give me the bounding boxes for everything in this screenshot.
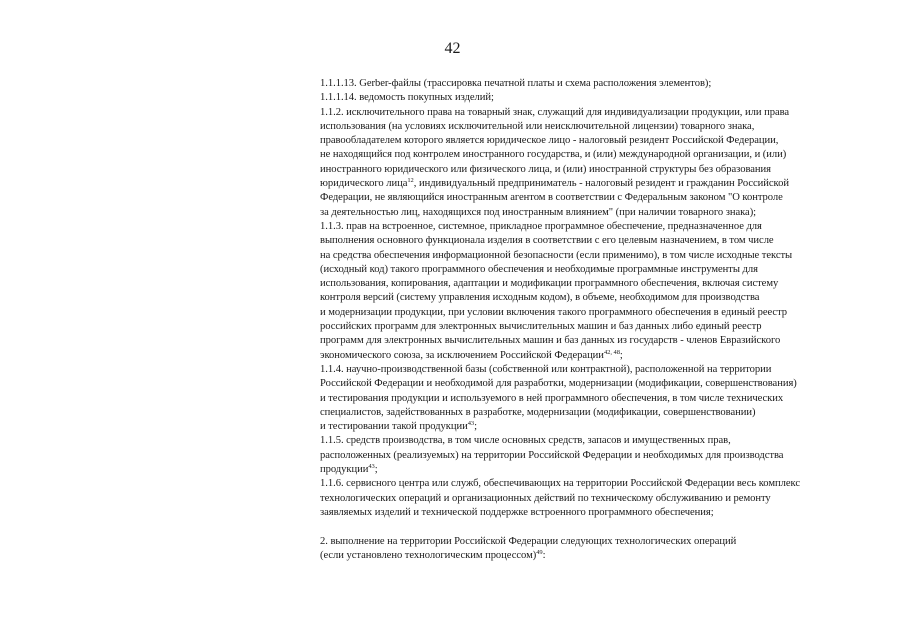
text-line <box>320 306 880 320</box>
line-text: экономического союза, за исключением Российской Федерации <box>320 349 604 361</box>
text-line <box>320 134 880 148</box>
line-text: и модернизации продукции, при условии включения такого программного обеспечения в единый реестр <box>320 306 788 318</box>
text-line <box>320 191 880 205</box>
footnote-ref: 12 <box>407 177 414 185</box>
footnote-ref: 43 <box>467 420 475 428</box>
text-line <box>320 320 880 334</box>
text-line <box>320 363 880 377</box>
line-text: 1.1.3. прав на встроенное, системное, прикладное программное обеспечение, предназначенное для <box>320 220 762 232</box>
line-text: 1.1.1.13. Gerber-файлы (трассировка печатной платы и схема расположения элементов); <box>320 78 712 89</box>
line-text: 1.1.5. средств производства, в том числе основных средств, запасов и имущественных прав, <box>320 435 731 447</box>
text-line <box>320 477 880 491</box>
line-tail: ; <box>474 421 478 433</box>
text-line <box>320 535 880 549</box>
line-text: российских программ для электронных вычислительных машин и баз данных либо единый реестр <box>320 321 762 333</box>
text-line <box>320 406 880 420</box>
footnote-ref: 42, 48 <box>603 348 620 356</box>
text-line <box>320 148 880 162</box>
line-text: 1.1.2. исключительного права на товарный знак, служащий для индивидуализации продукции, или права <box>320 106 790 118</box>
text-line <box>320 249 880 263</box>
line-text: иностранного юридического или физического лица, и (или) иностранной структуры без образования <box>320 163 771 175</box>
blank-line <box>320 520 880 534</box>
text-line <box>320 234 880 248</box>
line-text: выполнения основного функционала изделия в соответствии с его целевым назначением, в том числе <box>320 235 774 247</box>
text-line <box>320 163 880 177</box>
text-line <box>320 106 880 120</box>
line-text: 1.1.1.14. ведомость покупных изделий; <box>320 92 494 104</box>
document-body <box>320 77 880 563</box>
footnote-ref: 43 <box>368 463 375 471</box>
text-line <box>320 434 880 448</box>
line-text: продукции <box>320 464 369 476</box>
text-line <box>320 220 880 234</box>
text-line <box>320 377 880 391</box>
line-text: 2. выполнение на территории Российской Федерации следующих технологических операций <box>320 535 737 547</box>
page-number: 42 <box>444 40 461 57</box>
line-text: 1.1.4. научно-производственной базы (собственной или контрактной), расположенной на территории <box>320 363 772 375</box>
line-tail: ; <box>619 349 623 361</box>
text-line <box>320 449 880 463</box>
line-text: за деятельностью лиц, находящихся под иностранным влиянием" (при наличии товарного знака); <box>320 206 757 218</box>
text-line <box>320 506 880 520</box>
line-text: правообладателем которого является юридическое лицо - налоговый резидент Российской Федерации, <box>320 135 779 147</box>
line-text: (исходный код) такого программного обеспечения и необходимые программные инструменты для <box>320 263 758 275</box>
line-text: (если установлено технологическим процессом) <box>320 549 537 561</box>
text-line <box>320 206 880 220</box>
line-text: не находящийся под контролем иностранного государства, и (или) международной организации, и (или) <box>320 149 787 161</box>
line-text: и тестирования продукции и используемого в ней программного обеспечения, в том числе технических <box>320 392 784 404</box>
line-text: контроля версий (систему управления исходным кодом), в объеме, необходимом для производства <box>320 292 760 304</box>
line-text: программ для электронных вычислительных машин и баз данных из государств - членов Евразийского <box>320 335 781 347</box>
line-text: Российской Федерации и необходимой для разработки, модернизации (модификации, совершенствования) <box>320 378 797 390</box>
footnote-ref: 49 <box>536 548 543 556</box>
line-text: расположенных (реализуемых) на территории Российской Федерации и необходимых для производства <box>320 449 784 461</box>
line-tail: ; <box>374 464 378 476</box>
text-line <box>320 549 880 563</box>
line-tail: : <box>542 549 546 561</box>
text-line <box>320 77 880 91</box>
line-text: юридического лица <box>320 178 408 190</box>
text-line <box>320 291 880 305</box>
line-text: заявляемых изделий и технической поддержке встроенного программного обеспечения; <box>320 506 714 518</box>
line-text: 1.1.6. сервисного центра или служб, обеспечивающих на территории Российской Федерации весь комплекс <box>320 478 800 490</box>
text-line <box>320 277 880 291</box>
text-line <box>320 492 880 506</box>
text-line <box>320 463 880 477</box>
text-line <box>320 91 880 105</box>
text-line <box>320 120 880 134</box>
text-line <box>320 263 880 277</box>
text-line <box>320 420 880 434</box>
line-text: технологических операций и организационных действий по техническому обслуживанию и ремонту <box>320 492 771 504</box>
line-text: на средства обеспечения информационной безопасности (если применимо), в том числе исходные тексты <box>320 249 793 261</box>
text-line <box>320 177 880 191</box>
text-line <box>320 334 880 348</box>
line-text: и тестировании такой продукции <box>320 421 468 433</box>
line-text: использования, копирования, адаптации и модификации программного обеспечения, включая систему <box>320 278 779 290</box>
line-text: специалистов, задействованных в разработке, модернизации (модификации, совершенствовании) <box>320 406 756 418</box>
text-line <box>320 349 880 363</box>
line-text: использования (на условиях исключительной или неисключительной лицензии) товарного знака, <box>320 120 755 132</box>
line-text: Федерации, не являющийся иностранным агентом в соответствии с Федеральным законом "О контроле <box>320 192 783 204</box>
text-line <box>320 392 880 406</box>
line-tail: , индивидуальный предприниматель - налоговый резидент и гражданин Российской <box>413 178 789 190</box>
